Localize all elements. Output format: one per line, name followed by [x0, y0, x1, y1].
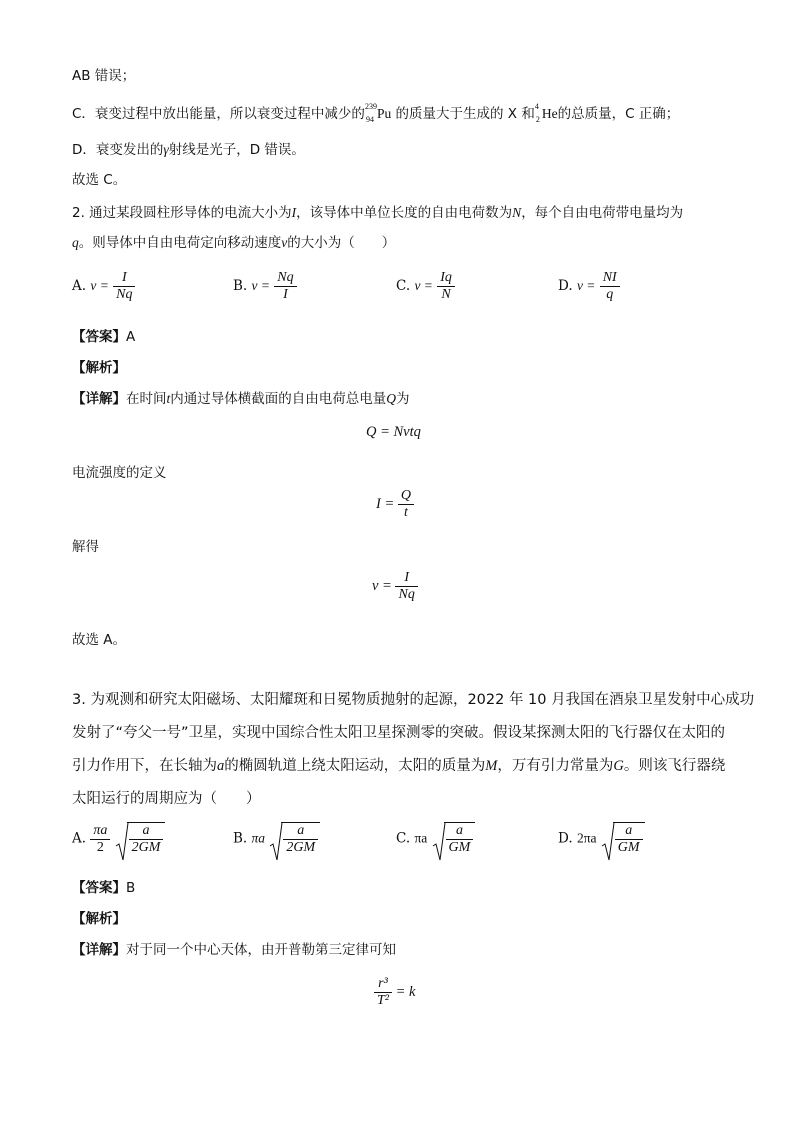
- denominator: N: [437, 286, 455, 303]
- equation-charge: [366, 424, 421, 441]
- fraction: [374, 976, 392, 1009]
- denominator: t: [398, 504, 414, 521]
- coefficient: πa: [251, 830, 266, 846]
- numerator: a: [142, 823, 150, 838]
- option-label: A.: [72, 830, 87, 847]
- denominator: q: [600, 286, 620, 303]
- text-span: 故选 C。: [72, 172, 127, 188]
- fraction: [90, 823, 110, 856]
- denominator: T²: [374, 992, 392, 1009]
- option-label: B.: [233, 278, 248, 294]
- numerator: I: [404, 570, 409, 585]
- q2-detail-line: [72, 389, 410, 409]
- text-span: D．衰变发出的: [72, 142, 164, 158]
- q3-stem-line2: [72, 723, 725, 743]
- numerator: Q: [400, 488, 411, 503]
- option-lhs: v =: [251, 278, 270, 293]
- analysis-tag: 【解析】: [72, 911, 126, 927]
- fraction: [437, 270, 455, 303]
- q3-option-c: [396, 822, 475, 856]
- math-symbol: q: [72, 235, 79, 250]
- numerator: NI: [602, 270, 617, 285]
- radical-sign-icon: [601, 822, 615, 862]
- coefficient: 2πa: [576, 830, 597, 846]
- radical-sign-icon: [269, 822, 283, 862]
- option-label: A.: [72, 278, 87, 294]
- text-span: 为: [396, 391, 410, 407]
- math-symbol: G: [613, 758, 624, 774]
- numerator: I: [121, 270, 127, 285]
- option-label: D.: [558, 830, 573, 847]
- square-root: [269, 822, 320, 856]
- option-lhs: v =: [90, 278, 109, 293]
- fraction: [398, 488, 414, 521]
- numerator: a: [625, 823, 633, 838]
- text-span: 故选 A。: [72, 632, 127, 648]
- text-span: C．衰变过程中放出能量，所以衰变过程中减少的: [72, 106, 365, 122]
- math-symbol: t: [166, 391, 171, 406]
- text-span: 的总质量，C 正确；: [557, 106, 680, 122]
- denominator: GM: [615, 839, 643, 856]
- option-label: B.: [233, 830, 248, 847]
- numerator: πa: [93, 822, 108, 838]
- answer-tag: 【答案】: [72, 329, 126, 345]
- numerator: r³: [378, 976, 388, 991]
- option-lhs: v =: [414, 278, 433, 293]
- nuclide-he: [534, 102, 542, 124]
- option-label: C.: [396, 830, 411, 847]
- q3-stem-line4: [72, 789, 261, 809]
- mass-number: 4: [534, 102, 539, 111]
- text-span: 对于同一个中心天体，由开普勒第三定律可知: [126, 942, 396, 958]
- math-symbol: I: [291, 205, 297, 220]
- denominator: GM: [446, 839, 474, 856]
- answer-value: A: [126, 329, 136, 345]
- text-span: 射线是光子，D 错误。: [168, 142, 305, 158]
- math-symbol: Q: [386, 391, 397, 406]
- numerator: Nq: [277, 270, 294, 285]
- answer-tag: 【答案】: [72, 880, 126, 896]
- q2-stem-line1: [72, 203, 683, 223]
- q3-option-d: [558, 822, 645, 856]
- text-span: ，每个自由电荷带电量均为: [521, 205, 684, 221]
- nuclide-pu: [364, 102, 377, 124]
- radical-sign-icon: [432, 822, 446, 862]
- text-line-option-d-explanation: [72, 140, 305, 160]
- text-span: 太阳运行的周期应为（ ）: [72, 791, 261, 807]
- q2-current-definition: [72, 463, 167, 483]
- equation-lhs: I =: [376, 495, 395, 512]
- q2-conclusion: [72, 630, 126, 650]
- q2-answer: [72, 327, 135, 347]
- text-span: 在时间: [126, 391, 167, 407]
- square-root: [432, 822, 476, 856]
- denominator: 2: [90, 839, 110, 856]
- analysis-tag: 【解析】: [72, 360, 126, 376]
- text-span: 引力作用下，在长轴为: [72, 758, 217, 774]
- detail-tag: 【详解】: [72, 942, 126, 958]
- atomic-number: 2: [535, 115, 540, 124]
- text-span: 内通过导体横截面的自由电荷总电量: [170, 391, 387, 407]
- square-root: [601, 822, 645, 856]
- fraction: [113, 270, 135, 303]
- text-span: ，万有引力常量为: [497, 758, 614, 774]
- q2-option-b: [233, 270, 297, 303]
- text-span: 3. 为观测和研究太阳磁场、太阳耀斑和日冕物质抛射的起源，2022 年 10 月我国在酒泉卫星发射中心成功: [72, 692, 755, 708]
- fraction: [395, 570, 417, 603]
- equation-lhs: v =: [372, 577, 392, 594]
- math-symbol: N: [512, 205, 522, 220]
- math-symbol: v: [281, 235, 288, 250]
- atomic-number: 94: [365, 115, 374, 124]
- q2-stem-line2: [72, 233, 395, 253]
- q3-analysis-heading: [72, 909, 126, 929]
- equation-rhs: = k: [395, 983, 416, 1000]
- denominator: I: [274, 286, 296, 303]
- text-line-ab-wrong: [72, 66, 135, 86]
- text-span: 电流强度的定义: [72, 465, 167, 481]
- detail-tag: 【详解】: [72, 391, 126, 407]
- text-span: ，该导体中单位长度的自由电荷数为: [296, 205, 513, 221]
- equation-velocity: [372, 570, 418, 603]
- option-label: C.: [396, 278, 411, 294]
- text-span: AB 错误；: [72, 68, 136, 84]
- square-root: [115, 822, 166, 856]
- q3-detail-line: [72, 940, 396, 960]
- q3-stem-line3: [72, 756, 725, 776]
- numerator: a: [297, 823, 305, 838]
- text-span: 的椭圆轨道上绕太阳运动，太阳的质量为: [224, 758, 486, 774]
- text-line-option-c-explanation: [72, 104, 679, 124]
- element-symbol: He: [541, 106, 558, 121]
- fraction: [600, 270, 620, 303]
- denominator: Nq: [113, 286, 135, 303]
- math-symbol: M: [485, 758, 498, 774]
- equation-current: [376, 488, 414, 521]
- q2-option-a: [72, 270, 135, 303]
- mass-number: 239: [364, 102, 377, 111]
- option-label: D.: [558, 278, 573, 294]
- text-line-choose-c: [72, 170, 126, 190]
- q2-option-d: [558, 270, 620, 303]
- text-span: 的质量大于生成的 X 和: [395, 106, 535, 122]
- q2-analysis-heading: [72, 358, 126, 378]
- text-span: 2. 通过某段圆柱形导体的电流大小为: [72, 205, 292, 221]
- q3-answer: [72, 878, 135, 898]
- text-span: 。则导体中自由电荷定向移动速度: [78, 235, 282, 251]
- q3-option-a: [72, 822, 165, 856]
- denominator: Nq: [395, 586, 417, 603]
- numerator: Iq: [440, 270, 452, 285]
- text-span: 的大小为（ ）: [287, 235, 396, 251]
- q3-option-b: [233, 822, 320, 856]
- equation-text: Q = Nvtq: [366, 424, 421, 440]
- numerator: a: [455, 823, 463, 838]
- equation-kepler: [374, 976, 415, 1009]
- text-span: 发射了“夸父一号”卫星，实现中国综合性太阳卫星探测零的突破。假设某探测太阳的飞行器仅在太阳的: [72, 725, 726, 741]
- coefficient: πa: [414, 830, 428, 846]
- denominator: 2GM: [283, 839, 318, 856]
- text-span: 解得: [72, 539, 99, 555]
- answer-value: B: [126, 880, 136, 896]
- option-lhs: v =: [576, 278, 596, 293]
- q3-stem-line1: [72, 690, 754, 710]
- q2-option-c: [396, 270, 455, 303]
- math-symbol: a: [217, 758, 225, 774]
- math-symbol: γ: [163, 142, 169, 157]
- radical-sign-icon: [115, 822, 129, 862]
- q2-solve-text: [72, 537, 99, 557]
- fraction: [274, 270, 296, 303]
- text-span: 。则该飞行器绕: [623, 758, 726, 774]
- denominator: 2GM: [129, 839, 164, 856]
- element-symbol: Pu: [376, 106, 392, 121]
